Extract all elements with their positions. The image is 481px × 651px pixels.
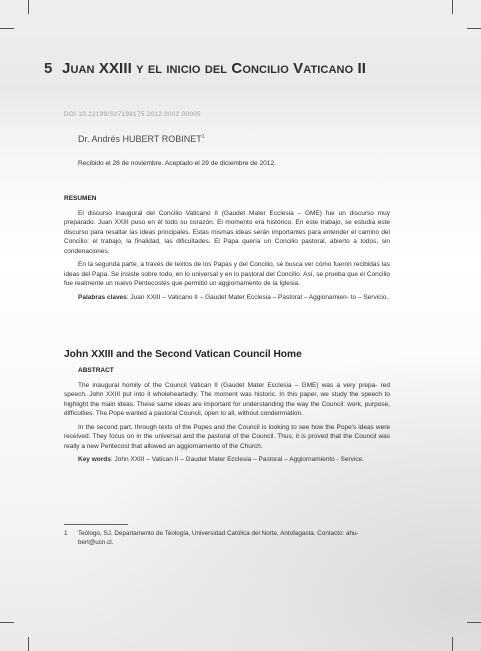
resumen-section xyxy=(64,194,390,306)
abstract-paragraph: The inaugural homily of the Council Vatican II (Gaudet Mater Ecclesia – GME) was a very prepa- red speech. John XXIII put into it wholeheartedly. The moment was historic. In this paper, we study the speech to highlight the main ideas. These same ideas are important for understanding the way the Council: work, purpose, difficulties. The Pope wanted a pastoral Council, open to all, without condemnation. xyxy=(64,381,390,417)
resumen-heading: RESUMEN xyxy=(64,195,97,202)
footnote xyxy=(64,529,390,547)
resumen-keywords xyxy=(64,293,390,303)
author-line xyxy=(78,134,204,144)
keywords-text: : Juan XXIII – Vaticano II – Gaudet Mater Ecclesia – Pastoral – Aggionamien- to – Servicio. xyxy=(126,293,389,301)
chapter-heading xyxy=(44,60,366,80)
crop-mark-bottom-left xyxy=(28,637,29,651)
abstract-section xyxy=(64,366,390,469)
english-title: John XXIII and the Second Vatican Council Home xyxy=(64,349,302,360)
keywords-label: Palabras claves xyxy=(78,293,127,301)
footnote-number: 1 xyxy=(64,530,68,537)
footnote-mark[interactable]: 1 xyxy=(201,134,205,140)
crop-mark-left-bottom xyxy=(0,622,14,623)
author-name: Dr. Andrés HUBERT ROBINET xyxy=(78,134,202,144)
crop-mark-top-right xyxy=(452,0,453,14)
crop-mark-bottom-right xyxy=(452,637,453,651)
footnote-text: Teólogo, SJ. Departamento de Teología, Universidad Católica del Norte, Antofagasta. Contacto: ahu- bert@ucn.cl. xyxy=(78,530,359,546)
resumen-paragraph: En la segunda parte, a través de textos de los Papas y del Concilio, se busca ver cómo fueron recibidas las ideas del Papa. Se insiste sobre todo, en lo universal y en lo pastoral del Concilio. Así, se prueba que el Concilio fue realmente un nuevo Pentecostés que permitió un aggiornamento de la Iglesia. xyxy=(64,261,390,287)
abstract-heading: ABSTRACT xyxy=(78,367,114,374)
keywords-text: : John XXIII – Vatican II – Gaudet Mater Ecclesia – Pastoral – Aggiornamiento - Service. xyxy=(110,456,365,463)
resumen-paragraph: El discurso inaugural del Concilio Vaticano II (Gaudet Mater Ecclesia – GME) fue un discurso muy preparado. Juan XXIII puso en él todo su corazón. El momento era histórico. En este trabajo, se estudia este discurso para resaltar las ideas principales. Estas mismas ideas serán importantes para entender el camino del Concilio: el trabajo, la finalidad, las dificultades. El Papa quería un Concilio pastoral, abierto a todos, sin condenaciones. xyxy=(64,209,390,255)
abstract-keywords xyxy=(64,455,390,465)
doi-link[interactable]: DOI 10.22199/S07198175.2012.0002.00005 xyxy=(64,111,201,118)
received-dates: Recibido el 28 de noviembre. Aceptado el 29 de diciembre de 2012. xyxy=(78,160,276,167)
keywords-label: Key words xyxy=(78,456,111,463)
crop-mark-right-top xyxy=(467,28,481,29)
crop-mark-left-top xyxy=(0,28,14,29)
crop-mark-right-bottom xyxy=(467,622,481,623)
abstract-paragraph: In the second part, through texts of the Popes and the Council is looking to see how the Pope's ideas were received. They focus on in the universal and the pastoral of the Council. Thus, it is proved that the Council was really a new Pentecost that allowed an aggiornamento of the Church. xyxy=(64,423,390,450)
crop-mark-top-left xyxy=(28,0,29,14)
page-number: 5 xyxy=(44,60,53,77)
footnote-divider xyxy=(64,524,128,525)
chapter-title: Juan XXIII y el inicio del Concilio Vaticano II xyxy=(62,60,367,77)
